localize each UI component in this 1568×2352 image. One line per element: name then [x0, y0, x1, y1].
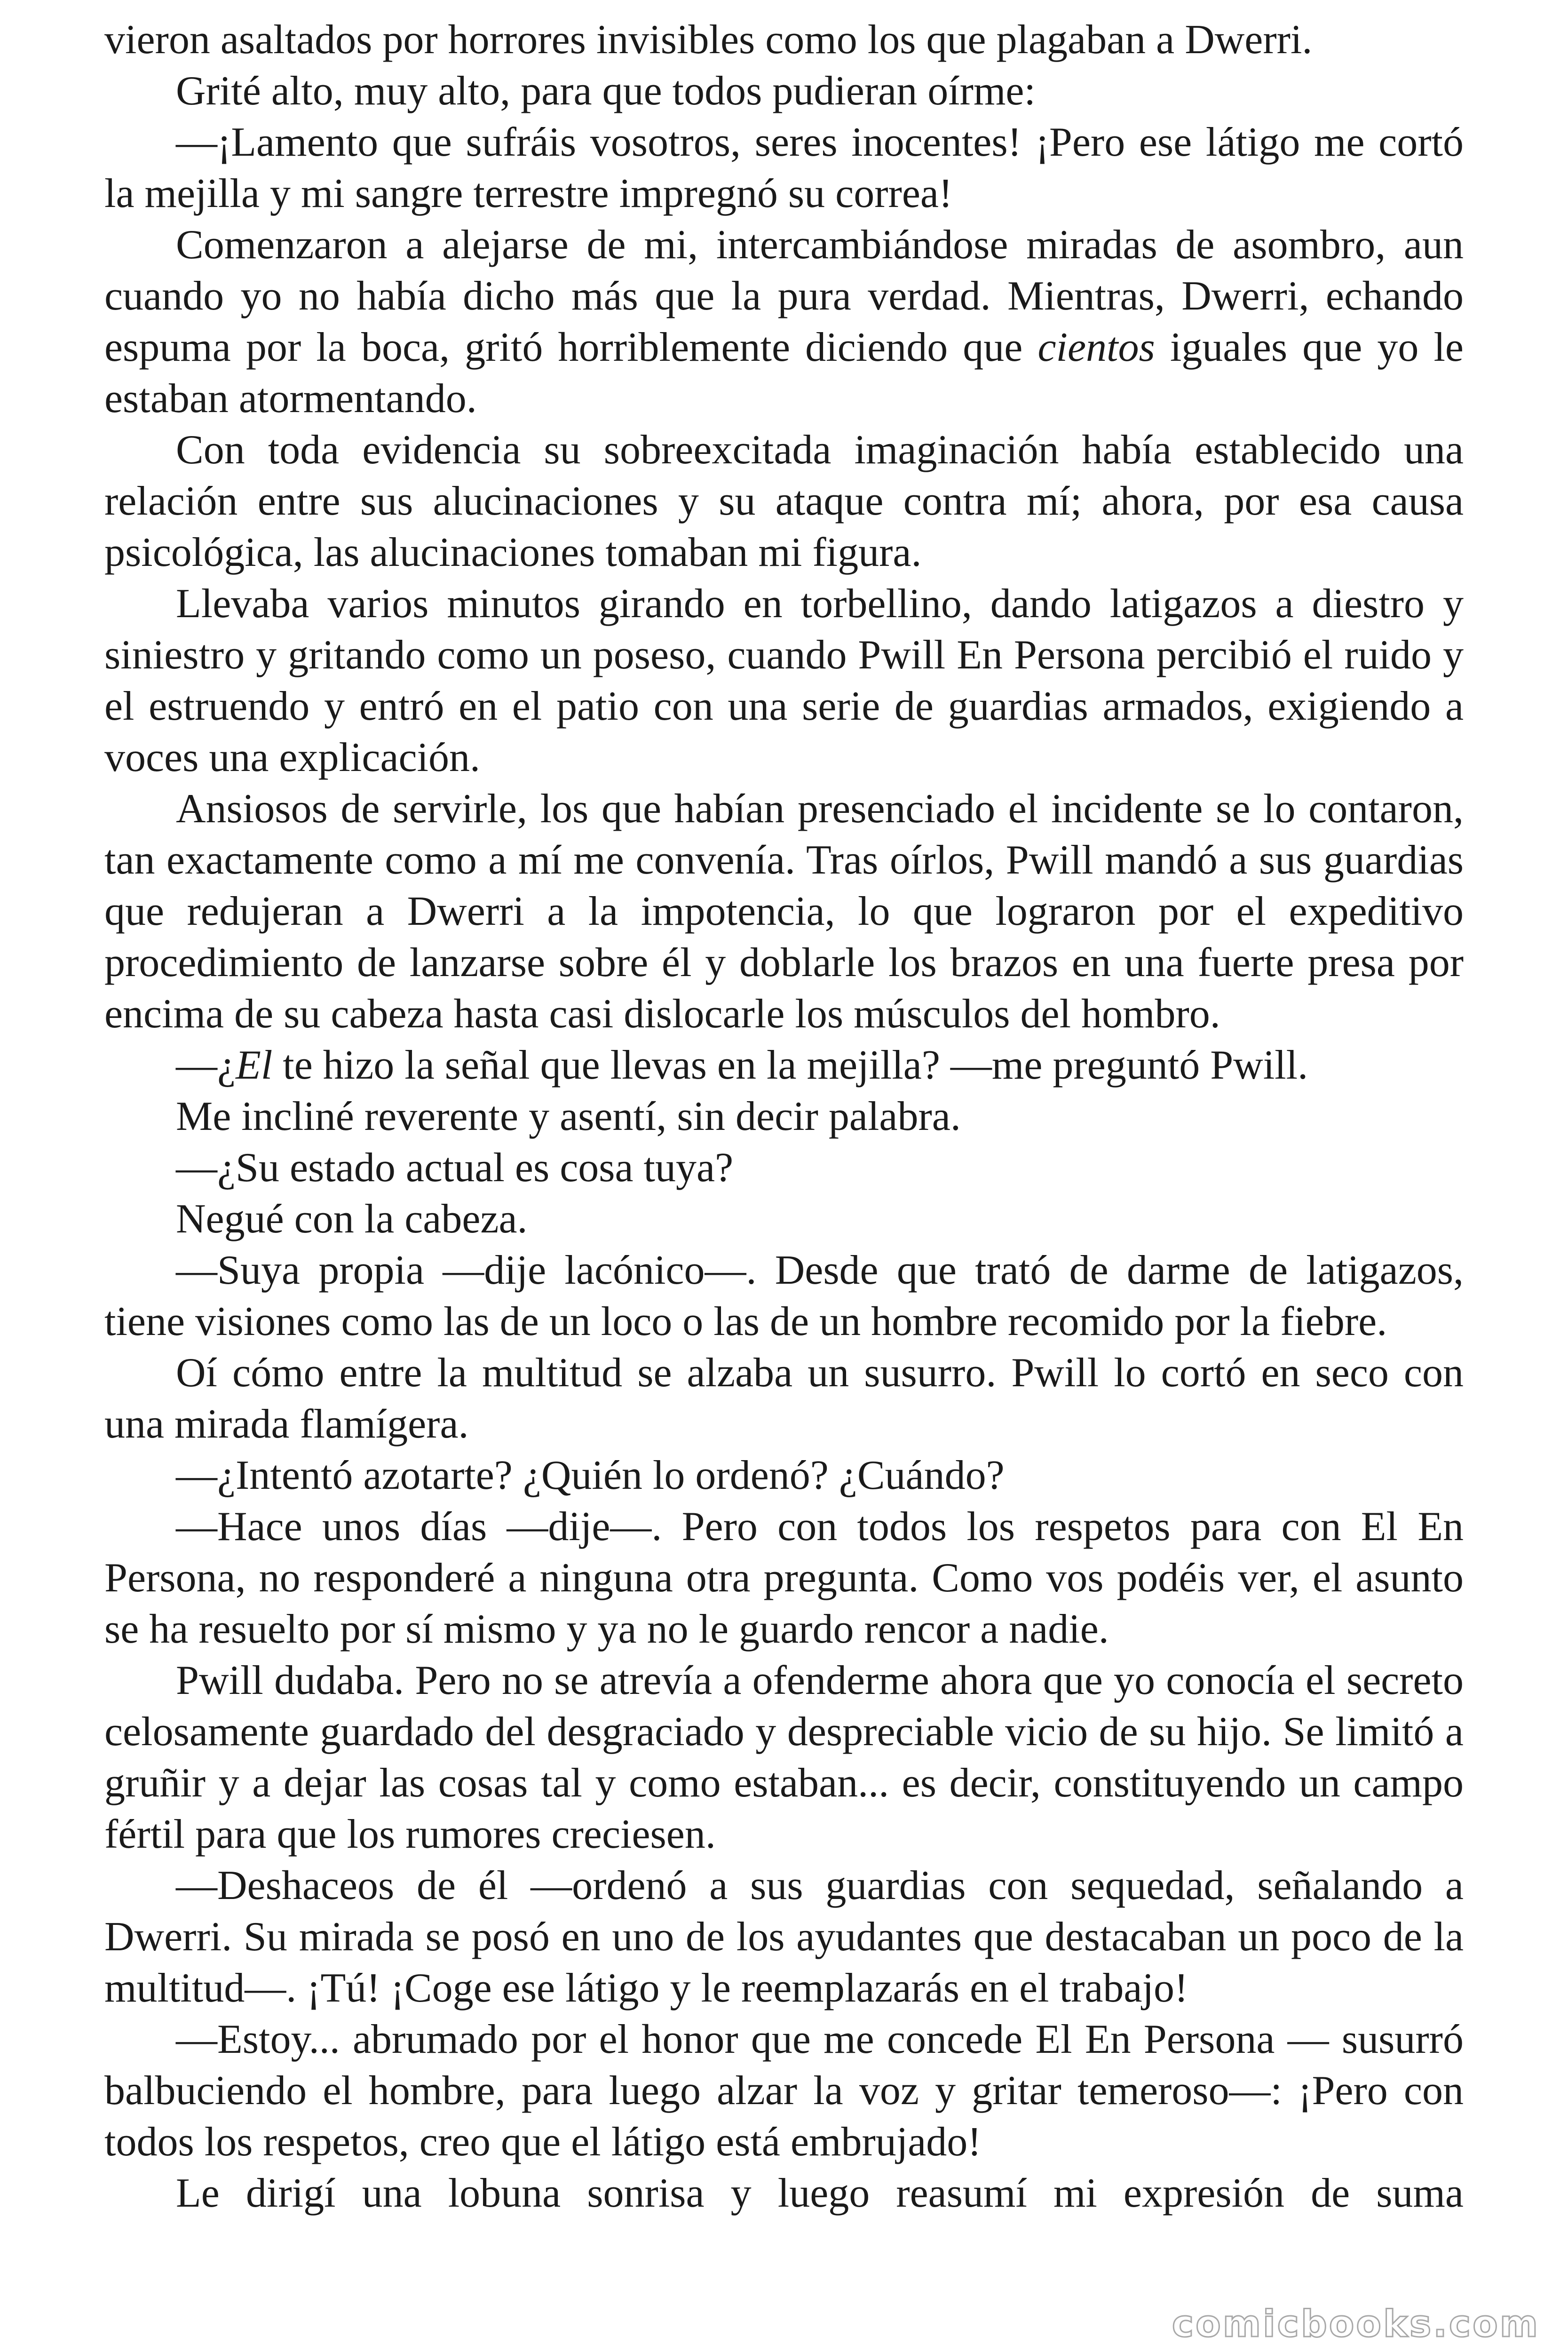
paragraph: Con toda evidencia su sobreexcitada imaginación había establecido una relación entre sus alucinaciones y su ataque contra mí; ahora, por esa causa psicológica, las alucinaciones tomaban mi figura. — [104, 427, 1464, 575]
paragraph: —¡Lamento que sufráis vosotros, seres inocentes! ¡Pero ese látigo me cortó la mejilla y mi sangre terrestre impregnó su correa! — [104, 119, 1464, 216]
watermark: comicbooks.com — [1172, 2303, 1540, 2345]
paragraph: Grité alto, muy alto, para que todos pudieran oírme: — [176, 68, 1036, 114]
page-body-text — [104, 14, 1464, 2219]
paragraph: —Deshaceos de él —ordenó a sus guardias con sequedad, señalando a Dwerri. Su mirada se posó en uno de los ayudantes que destacaban un poco de la multitud—. ¡Tú! ¡Coge ese látigo y le reemplazarás en el trabajo! — [104, 1863, 1464, 2011]
paragraph: —Suya propia —dije lacónico—. Desde que trató de darme de latigazos, tiene visiones como las de un loco o las de un hombre recomido por la fiebre. — [104, 1248, 1464, 1344]
paragraph: —¿El te hizo la señal que llevas en la mejilla? —me preguntó Pwill. — [176, 1042, 1308, 1088]
paragraph: Negué con la cabeza. — [176, 1196, 528, 1242]
paragraph: Me incliné reverente y asentí, sin decir palabra. — [176, 1094, 961, 1139]
paragraph: Llevaba varios minutos girando en torbellino, dando latigazos a diestro y siniestro y gritando como un poseso, cuando Pwill En Persona percibió el ruido y el estruendo y entró en el patio con una serie de guardias armados, exigiendo a voces una explicación. — [104, 581, 1464, 780]
paragraph: —Estoy... abrumado por el honor que me concede El En Persona — susurró balbuciendo el hombre, para luego alzar la voz y gritar temeroso—: ¡Pero con todos los respetos, creo que el látigo está embrujado! — [104, 2017, 1464, 2165]
paragraph: Oí cómo entre la multitud se alzaba un susurro. Pwill lo cortó en seco con una mirada flamígera. — [104, 1350, 1464, 1447]
paragraph: Ansiosos de servirle, los que habían presenciado el incidente se lo contaron, tan exactamente como a mí me convenía. Tras oírlos, Pwill mandó a sus guardias que redujeran a Dwerri a la impotencia, lo que lograron por el expeditivo procedimiento de lanzarse sobre él y doblarle los brazos en una fuerte presa por encima de su cabeza hasta casi dislocarle los músculos del hombro. — [104, 786, 1464, 1037]
paragraph: —Hace unos días —dije—. Pero con todos los respetos para con El En Persona, no responderé a ninguna otra pregunta. Como vos podéis ver, el asunto se ha resuelto por sí mismo y ya no le guardo rencor a nadie. — [104, 1504, 1464, 1652]
paragraph: —¿Intentó azotarte? ¿Quién lo ordenó? ¿Cuándo? — [176, 1453, 1005, 1498]
paragraph: Comenzaron a alejarse de mi, intercambiándose miradas de asombro, aun cuando yo no había dicho más que la pura verdad. Mientras, Dwerri, echando espuma por la boca, gritó horriblemente diciendo que cientos iguales que yo le estaban atormentando. — [104, 222, 1464, 421]
paragraph: Le dirigí una lobuna sonrisa y luego reasumí mi expresión de suma — [176, 2170, 1464, 2216]
paragraph: —¿Su estado actual es cosa tuya? — [176, 1145, 734, 1191]
paragraph: Pwill dudaba. Pero no se atrevía a ofenderme ahora que yo conocía el secreto celosamente guardado del desgraciado y despreciable vicio de su hijo. Se limitó a gruñir y a dejar las cosas tal y como estaban... es decir, constituyendo un campo fértil para que los rumores creciesen. — [104, 1658, 1464, 1857]
paragraph: vieron asaltados por horrores invisibles como los que plagaban a Dwerri. — [104, 17, 1313, 63]
